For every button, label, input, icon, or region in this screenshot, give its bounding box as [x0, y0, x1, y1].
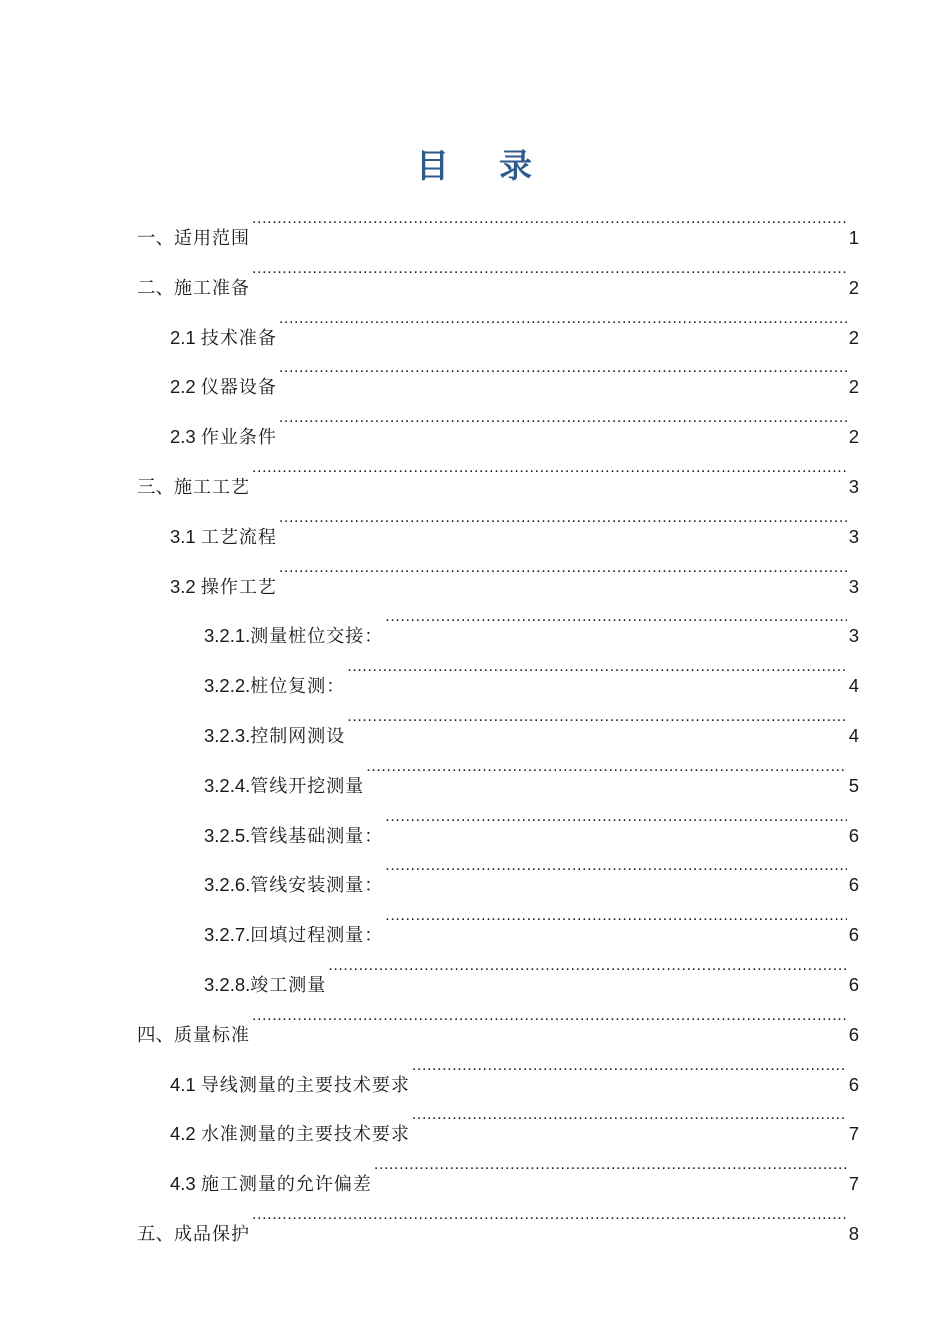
toc-page-number: 4: [848, 675, 859, 697]
toc-page-number: 6: [848, 1073, 859, 1095]
toc-page-number: 6: [848, 824, 859, 846]
toc-entry-number: 3.2.3.: [204, 725, 251, 746]
toc-entry[interactable]: [170, 343, 859, 399]
toc-entry-number: 2.2: [170, 376, 201, 398]
toc-entry[interactable]: [170, 493, 859, 548]
toc-page-number: 2: [848, 376, 859, 398]
toc-entry-text: 质量标准: [174, 1024, 251, 1046]
toc-entry[interactable]: [170, 1090, 859, 1146]
toc-entry-text: 桩位复测：: [250, 676, 346, 698]
toc-entry-number: 3.2.5.: [204, 824, 251, 846]
toc-entry-number: 3.2.7.: [204, 924, 251, 946]
toc-entry-number: 4.2: [170, 1123, 201, 1145]
toc-entry[interactable]: [170, 393, 859, 449]
toc-page-number: 3: [848, 476, 859, 497]
toc-page-number: 4: [848, 725, 859, 746]
toc-dot-leader: [279, 493, 847, 543]
toc-page-number: 2: [848, 426, 859, 448]
toc-entry-text: 成品保护: [174, 1224, 251, 1245]
toc-dot-leader: [347, 692, 846, 742]
toc-entry[interactable]: [170, 1041, 859, 1096]
toc-entry[interactable]: [137, 443, 859, 498]
toc-dot-leader: [385, 592, 846, 642]
toc-page-number: 6: [848, 1023, 859, 1045]
toc-entry-text: 导线测量的主要技术要求: [200, 1074, 410, 1096]
toc-dot-leader: [374, 1140, 847, 1190]
toc-entry-text: 作业条件: [200, 427, 277, 449]
toc-entry-text: 操作工艺: [200, 576, 277, 598]
toc-entry[interactable]: [204, 792, 859, 847]
toc-dot-leader: [385, 792, 846, 842]
toc-page-number: 7: [848, 1123, 859, 1145]
toc-entry[interactable]: [170, 1140, 859, 1196]
toc-page-number: 3: [848, 625, 859, 647]
toc-entry-number: 3.2.2.: [204, 675, 251, 697]
toc-entry-text: 适用范围: [174, 228, 251, 249]
toc-entry-text: 施工测量的允许偏差: [200, 1174, 372, 1196]
toc-entry-number: 3.2.1.: [204, 625, 251, 647]
toc-entry[interactable]: [204, 891, 859, 947]
toc-page-number: 2: [848, 276, 859, 298]
toc-dot-leader: [412, 1090, 847, 1140]
toc-entry-text: 管线安装测量：: [250, 875, 384, 897]
toc-entry-text: 竣工测量: [250, 975, 327, 996]
toc-dot-leader: [252, 443, 847, 493]
toc-page-number: 8: [848, 1223, 859, 1244]
toc-dot-leader: [385, 841, 846, 891]
toc-entry-number: 二、: [137, 276, 175, 298]
toc-dot-leader: [279, 393, 847, 443]
toc-entry-text: 技术准备: [200, 327, 277, 349]
toc-entry-number: 4.3: [170, 1173, 201, 1195]
toc-entry-number: 3.2: [170, 575, 201, 597]
toc-entry-number: 三、: [137, 476, 175, 497]
toc-dot-leader: [366, 742, 846, 792]
toc-entry-number: 3.2.4.: [204, 774, 251, 796]
toc-entry-text: 测量桩位交接：: [250, 626, 384, 648]
toc-heading-char-2: 录: [499, 146, 534, 185]
toc-entry-text: 水准测量的主要技术要求: [200, 1124, 410, 1146]
toc-entry[interactable]: [170, 543, 859, 598]
toc-entry[interactable]: [137, 244, 859, 299]
toc-entry[interactable]: [204, 692, 859, 747]
toc-entry-number: 四、: [137, 1023, 175, 1045]
toc-page-number: 1: [848, 227, 859, 248]
toc-dot-leader: [328, 941, 846, 991]
toc-dot-leader: [252, 244, 847, 294]
toc-page-number: 5: [848, 774, 859, 796]
toc-entry-text: 管线开挖测量: [250, 775, 365, 797]
toc-entry-number: 五、: [137, 1223, 175, 1244]
toc-entry[interactable]: [137, 194, 859, 249]
toc-entry-number: 2.3: [170, 426, 201, 448]
toc-dot-leader: [279, 343, 847, 393]
toc-page-number: 6: [848, 874, 859, 896]
toc-entry[interactable]: [137, 1190, 859, 1245]
toc-entry-text: 工艺流程: [200, 526, 277, 548]
toc-dot-leader: [412, 1041, 847, 1091]
toc-entry-text: 施工工艺: [174, 477, 251, 498]
toc-page-number: 6: [848, 974, 859, 995]
toc-entry[interactable]: [204, 592, 859, 648]
toc-dot-leader: [279, 543, 847, 593]
toc-entry[interactable]: [204, 642, 859, 698]
toc-entry-text: 回填过程测量：: [250, 925, 384, 947]
toc-entry-number: 一、: [137, 227, 175, 248]
toc-entry-text: 施工准备: [174, 277, 251, 299]
toc-dot-leader: [252, 1190, 847, 1240]
toc-entry-text: 控制网测设: [250, 726, 346, 747]
toc-dot-leader: [347, 642, 846, 692]
toc-entry[interactable]: [137, 991, 859, 1046]
toc-page-number: 3: [848, 575, 859, 597]
toc-dot-leader: [385, 891, 846, 941]
toc-dot-leader: [252, 991, 847, 1041]
toc-entry[interactable]: [204, 841, 859, 897]
toc-entry-text: 管线基础测量：: [250, 825, 384, 847]
toc-dot-leader: [252, 194, 847, 244]
toc-entry[interactable]: [170, 294, 859, 349]
toc-page-number: 2: [848, 326, 859, 348]
toc-entry-text: 仪器设备: [200, 377, 277, 399]
toc-page-number: 7: [848, 1173, 859, 1195]
toc-dot-leader: [279, 294, 847, 344]
toc-heading: [0, 140, 950, 192]
toc-entry-number: 3.1: [170, 525, 201, 547]
toc-entry-number: 4.1: [170, 1073, 201, 1095]
toc-entry[interactable]: [204, 742, 859, 797]
toc-heading-char-1: 目: [416, 146, 451, 185]
toc-entry-number: 3.2.8.: [204, 974, 251, 995]
toc-page-number: 6: [848, 924, 859, 946]
toc-entry[interactable]: [204, 941, 859, 996]
toc-entry-label: [137, 1209, 250, 1260]
toc-entry-number: 2.1: [170, 326, 201, 348]
toc-entry-number: 3.2.6.: [204, 874, 251, 896]
toc-page-number: 3: [848, 525, 859, 547]
